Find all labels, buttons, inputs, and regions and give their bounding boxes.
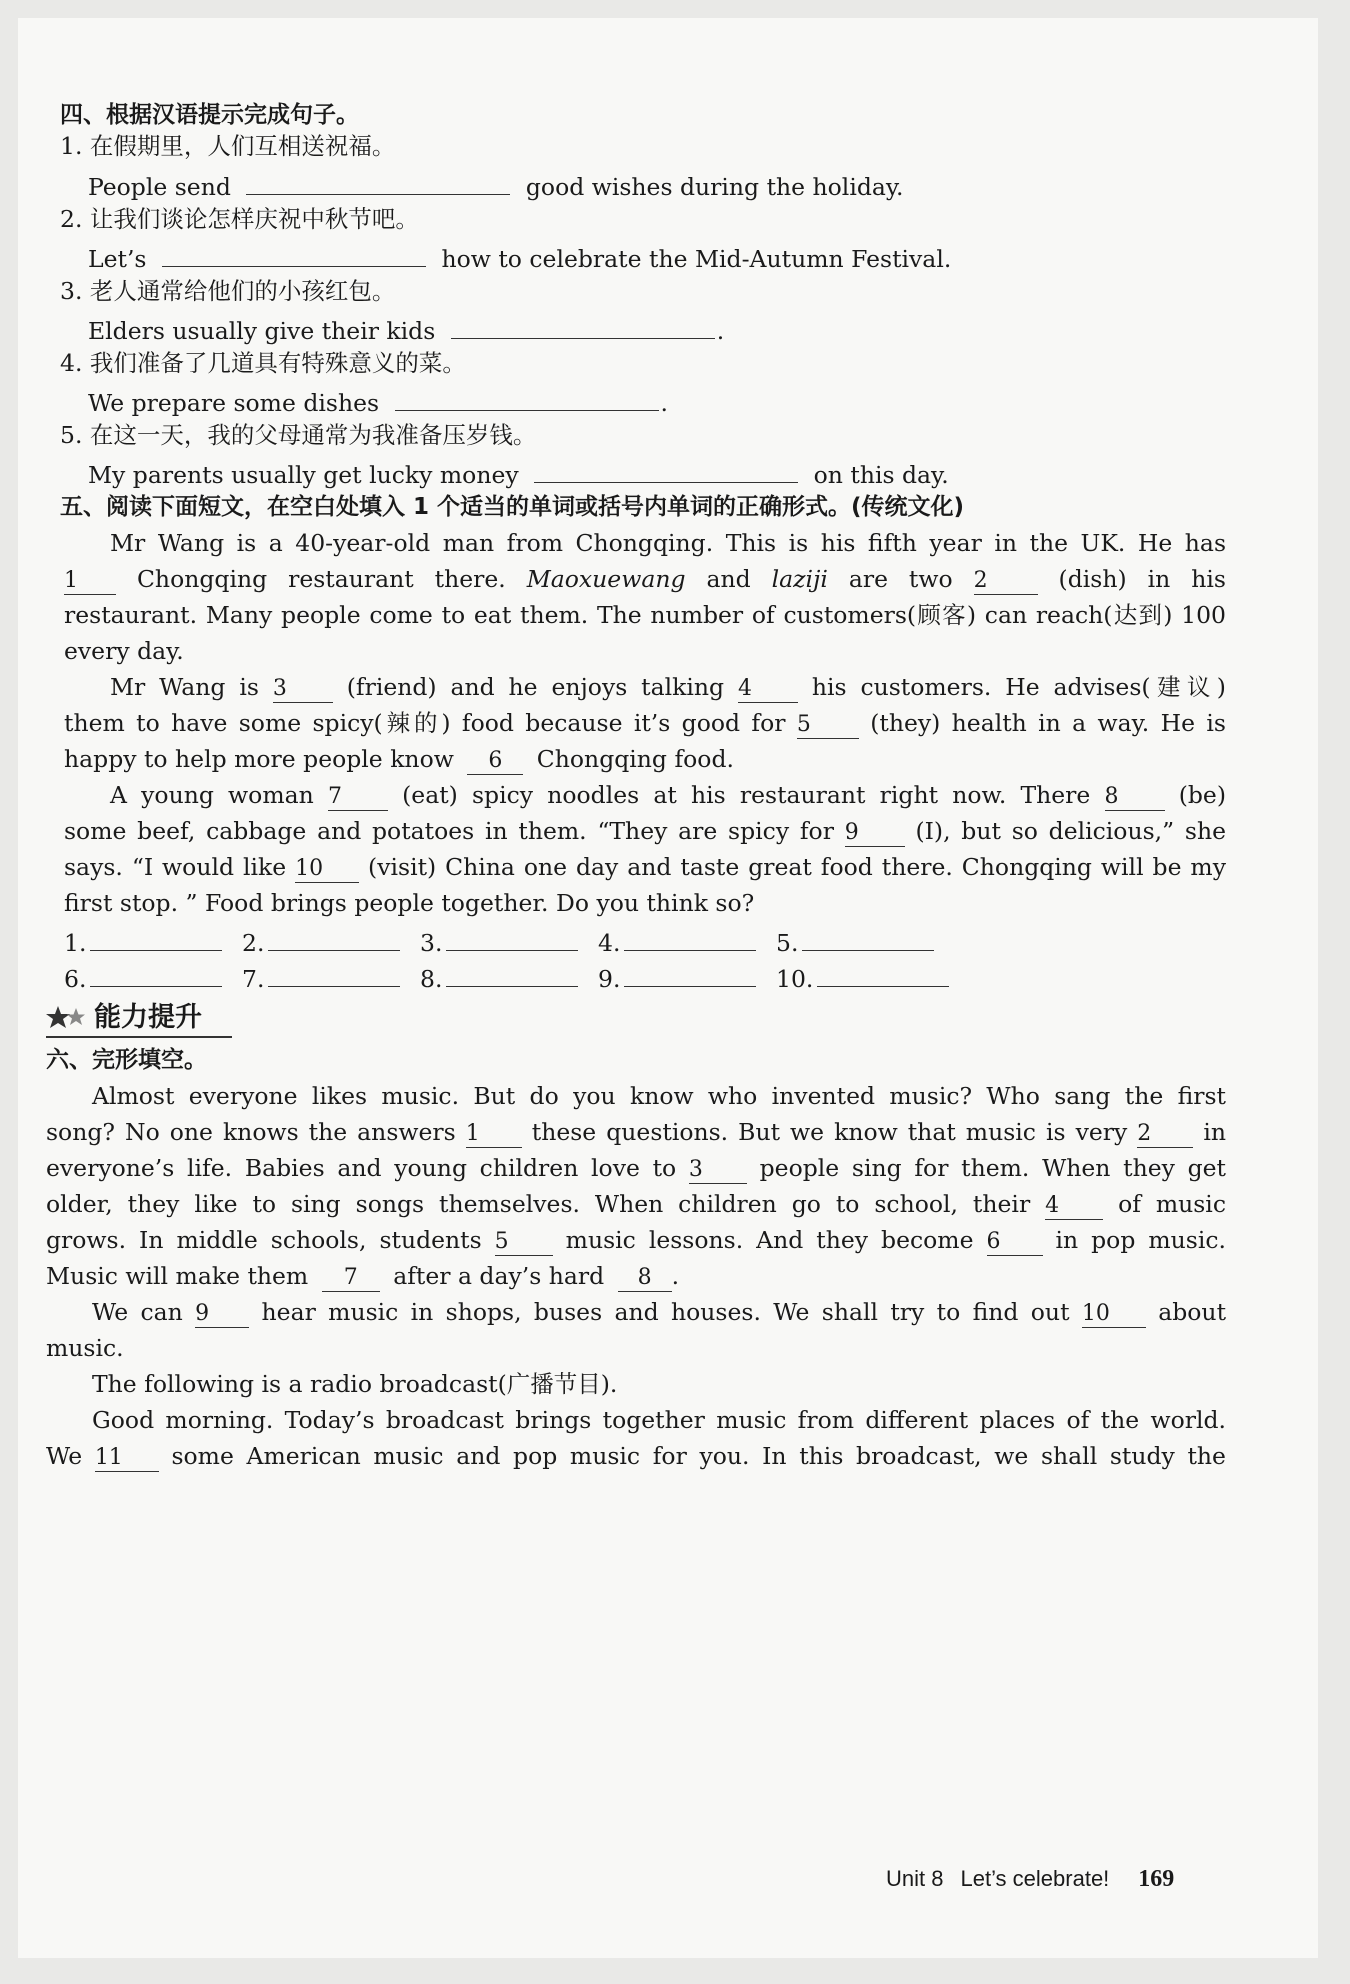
page-number: 169 (1138, 1866, 1175, 1892)
blank-6[interactable]: 6 (467, 748, 523, 775)
item-1-chinese: 1. 在假期里，人们互相送祝福。 (60, 132, 396, 160)
blank-10[interactable]: 10 (1082, 1301, 1146, 1328)
passage-line: Almost everyone likes music. But do you know who invented music? Who sang the first (92, 1082, 1226, 1110)
answer-slot: 4. (598, 924, 756, 958)
passage-line: Music will make them 7 after a day’s hard 8 . (46, 1262, 680, 1290)
section-4-heading: 四、根据汉语提示完成句子。 (60, 102, 359, 128)
item-2-english: Let’s how to celebrate the Mid-Autumn Festival. (88, 240, 1318, 274)
answer-slot: 1. (64, 924, 222, 958)
section-6-heading: 六、完形填空。 (46, 1047, 207, 1073)
answer-blank[interactable] (162, 240, 426, 267)
answer-blank[interactable] (90, 960, 222, 987)
answer-blank[interactable] (802, 924, 934, 951)
item-4-chinese: 4. 我们准备了几道具有特殊意义的菜。 (60, 349, 466, 377)
answer-slot: 6. (64, 960, 222, 994)
answer-blank[interactable] (90, 924, 222, 951)
passage-line: 1 Chongqing restaurant there. Maoxuewang and laziji are two 2 (dish) in his (64, 565, 1226, 593)
answer-blank[interactable] (246, 168, 510, 195)
passage-line: The following is a radio broadcast(广播节目). (92, 1370, 618, 1398)
blank-4[interactable]: 4 (1045, 1193, 1103, 1220)
answer-slot: 3. (420, 924, 578, 958)
item-2-chinese: 2. 让我们谈论怎样庆祝中秋节吧。 (60, 205, 419, 233)
answer-slot: 8. (420, 960, 578, 994)
passage-line: some beef, cabbage and potatoes in them. “They are spicy for 9 (I), but so delicious,” she (64, 817, 1226, 845)
answer-blank[interactable] (451, 312, 715, 339)
answer-blank[interactable] (268, 924, 400, 951)
passage-line: grows. In middle schools, students 5 music lessons. And they become 6 in pop music. (46, 1226, 1226, 1254)
answer-blank[interactable] (817, 960, 949, 987)
blank-9[interactable]: 9 (195, 1301, 249, 1328)
passage-line: older, they like to sing songs themselves. When children go to school, their 4 of music (46, 1190, 1226, 1218)
passage-line: music. (46, 1334, 124, 1362)
title-underline (46, 1036, 232, 1038)
blank-1[interactable]: 1 (466, 1121, 522, 1148)
answer-slot: 5. (776, 924, 934, 958)
answer-blank[interactable] (446, 924, 578, 951)
footer-title: Let’s celebrate! (960, 1866, 1110, 1891)
blank-11[interactable]: 11 (95, 1445, 159, 1472)
blank-2[interactable]: 2 (1137, 1121, 1193, 1148)
blank-1[interactable]: 1 (64, 568, 116, 595)
section-5-heading: 五、阅读下面短文，在空白处填入 1 个适当的单词或括号内单词的正确形式。(传统文化) (60, 494, 965, 520)
page-footer (886, 1866, 1174, 1893)
item-4-english: We prepare some dishes . (88, 384, 1318, 418)
passage-line: Mr Wang is a 40-year-old man from Chongqing. This is his fifth year in the UK. He has (110, 529, 1226, 557)
passage-line: song? No one knows the answers 1 these questions. But we know that music is very 2 in (46, 1118, 1226, 1146)
blank-4[interactable]: 4 (738, 676, 798, 703)
blank-7[interactable]: 7 (322, 1265, 380, 1292)
passage-line: We 11 some American music and pop music for you. In this broadcast, we shall study the (46, 1442, 1226, 1470)
answer-blank[interactable] (395, 384, 659, 411)
blank-8[interactable]: 8 (618, 1265, 672, 1292)
passage-line: restaurant. Many people come to eat them. The number of customers(顾客) can reach(达到) 100 (64, 601, 1226, 629)
item-3-english: Elders usually give their kids . (88, 312, 1318, 346)
answer-slot: 7. (242, 960, 400, 994)
blank-7[interactable]: 7 (328, 784, 388, 811)
item-5-chinese: 5. 在这一天，我的父母通常为我准备压岁钱。 (60, 421, 537, 449)
ability-title: 能力提升 (94, 1002, 202, 1033)
item-5-english: My parents usually get lucky money on this day. (88, 456, 1318, 490)
answer-blank[interactable] (446, 960, 578, 987)
passage-line: them to have some spicy(辣的) food because it’s good for 5 (they) health in a way. He is (64, 709, 1226, 737)
blank-10[interactable]: 10 (295, 856, 359, 883)
answer-blank[interactable] (534, 456, 798, 483)
answer-slot: 10. (776, 960, 949, 994)
blank-5[interactable]: 5 (797, 712, 859, 739)
workbook-page (18, 18, 1318, 1958)
passage-line: happy to help more people know 6 Chongqing food. (64, 745, 734, 773)
answer-blank[interactable] (624, 960, 756, 987)
star-icon (44, 1002, 100, 1034)
answer-slot: 2. (242, 924, 400, 958)
blank-3[interactable]: 3 (689, 1157, 747, 1184)
blank-6[interactable]: 6 (987, 1229, 1043, 1256)
answer-blank[interactable] (268, 960, 400, 987)
blank-5[interactable]: 5 (495, 1229, 553, 1256)
passage-line: first stop. ” Food brings people together. Do you think so? (64, 889, 755, 917)
passage-line: says. “I would like 10 (visit) China one day and taste great food there. Chongqing will be my (64, 853, 1226, 881)
blank-8[interactable]: 8 (1105, 784, 1165, 811)
passage-line: A young woman 7 (eat) spicy noodles at his restaurant right now. There 8 (be) (110, 781, 1226, 809)
item-3-chinese: 3. 老人通常给他们的小孩红包。 (60, 277, 396, 305)
passage-line: We can 9 hear music in shops, buses and houses. We shall try to find out 10 about (92, 1298, 1227, 1326)
answer-slot: 9. (598, 960, 756, 994)
blank-3[interactable]: 3 (273, 676, 333, 703)
answer-blank[interactable] (624, 924, 756, 951)
item-1-english: People send good wishes during the holiday. (88, 168, 1318, 202)
footer-unit: Unit 8 (886, 1866, 944, 1891)
blank-9[interactable]: 9 (845, 820, 905, 847)
blank-2[interactable]: 2 (974, 568, 1038, 595)
passage-line: everyone’s life. Babies and young children love to 3 people sing for them. When they get (46, 1154, 1226, 1182)
passage-line: Mr Wang is 3 (friend) and he enjoys talking 4 his customers. He advises(建议) (110, 673, 1226, 701)
passage-line: Good morning. Today’s broadcast brings together music from different places of the world. (92, 1406, 1226, 1434)
passage-line: every day. (64, 637, 184, 665)
